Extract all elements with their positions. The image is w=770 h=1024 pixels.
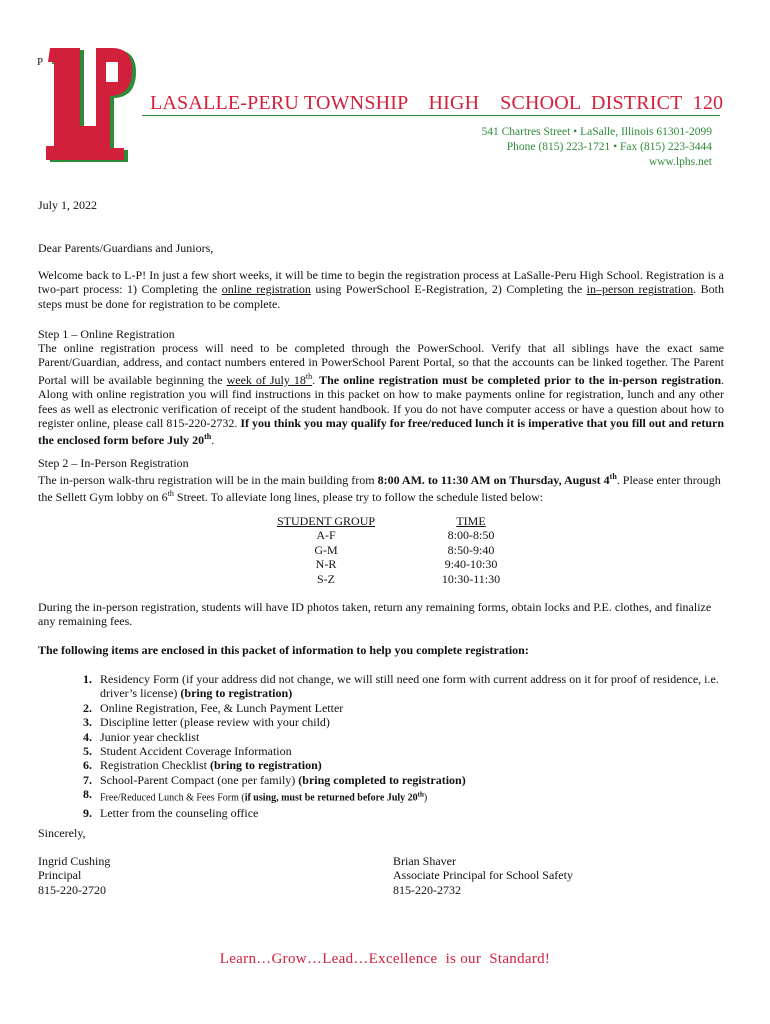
online-registration-underline: online registration: [221, 282, 311, 297]
signatory-name: Brian Shaver: [393, 854, 456, 868]
lp-logo: [44, 48, 136, 164]
time-header: TIME: [456, 514, 486, 528]
corner-mark: P: [37, 56, 44, 68]
student-group-header: STUDENT GROUP: [276, 514, 376, 528]
signatory-phone: 815-220-2720: [38, 882, 106, 897]
address-line: 541 Chartres Street • LaSalle, Illinois 61301-2099: [481, 126, 712, 138]
signature-associate-principal: [393, 854, 573, 897]
list-item: 8. Free/Reduced Lunch & Fees Form (if using, must be returned before July 20th): [83, 787, 428, 804]
list-item: 5. Student Accident Coverage Information: [83, 744, 292, 759]
schedule-group-column: [268, 514, 384, 586]
phone-fax: Phone (815) 223-1721 • Fax (815) 223-3444: [506, 141, 712, 153]
closing: Sincerely,: [38, 826, 86, 840]
signatory-title: Associate Principal for School Safety: [393, 868, 573, 883]
list-item: 2. Online Registration, Fee, & Lunch Payment Letter: [83, 700, 344, 715]
list-item: 4. Junior year checklist: [83, 729, 200, 744]
signature-principal: [38, 854, 110, 897]
step1-heading: Step 1 – Online Registration: [38, 327, 175, 341]
schedule-group-cell: G-M: [314, 542, 338, 557]
logo-text: LP: [90, 120, 92, 121]
district-title: LASALLE-PERU TOWNSHIP HIGH SCHOOL DISTRICT 120: [150, 92, 724, 114]
title-rule: [142, 115, 720, 116]
website-link[interactable]: www.lphs.net: [648, 156, 712, 168]
step2-paragraph: The in-person walk-thru registration will be in the main building from 8:00 AM. to 11:30 AM on Thursday, August 4th. Please enter through the Sellett Gym lobby on 6th Street. To alleviate long lines, please try to follow the schedule listed below:: [38, 472, 721, 505]
step2-heading: Step 2 – In-Person Registration: [38, 456, 189, 470]
in-person-registration-underline: in–person registration: [586, 282, 694, 297]
schedule-group-cell: N-R: [315, 557, 337, 572]
schedule-group-cell: S-Z: [317, 571, 335, 586]
during-paragraph: During the in-person registration, students will have ID photos taken, return any remaining forms, obtain locks and P.E. clothes, and finalize any remaining fees.: [38, 600, 712, 629]
salutation: Dear Parents/Guardians and Juniors,: [38, 241, 214, 255]
schedule-time-cell: 9:40-10:30: [444, 557, 498, 572]
list-item: 7. School-Parent Compact (one per family) (bring completed to registration): [83, 772, 466, 787]
signatory-title: Principal: [38, 868, 82, 883]
step1-paragraph: The online registration process will need to be completed through the PowerSchool. Verify that all siblings have the exact same Parent/Guardian, address, and contact numbers entered in PowerSchool Parent Portal, so that the accounts can be linked together. The Parent Portal will be available beginning the week of July 18th. The online registration must be completed prior to the in-person registration. Along with online registration you will find instructions in this packet on how to make payments online for registration, lunch and any other fees as well as electronic verification of receipt of the student handbook. If you do not have computer access or have a question about how to register online, please call 815-220-2732. If you think you may qualify for free/reduced lunch it is imperative that you fill out and return the enclosed form before July 20th.: [38, 341, 725, 448]
intro-paragraph: Welcome back to L-P! In just a few short weeks, it will be time to begin the registration process at LaSalle-Peru High School. Registration is a two-part process: 1) Completing the online registration using PowerSchool E-Registration, 2) Completing the in–person registration. Both steps must be done for registration to be complete.: [38, 268, 724, 311]
schedule-time-cell: 10:30-11:30: [441, 571, 501, 586]
schedule-time-column: [440, 514, 502, 586]
signatory-name: Ingrid Cushing: [38, 854, 111, 868]
letter-date: July 1, 2022: [38, 198, 98, 212]
enclosed-heading: The following items are enclosed in this packet of information to help you complete registration:: [38, 643, 529, 657]
schedule-time-cell: 8:50-9:40: [447, 542, 495, 557]
enclosed-items-list: [68, 672, 728, 820]
list-item: 3. Discipline letter (please review with your child): [83, 715, 330, 730]
signatory-phone: 815-220-2732: [393, 882, 461, 897]
schedule-group-cell: A-F: [316, 528, 336, 543]
footer-motto: Learn…Grow…Lead…Excellence is our Standard!: [219, 951, 551, 967]
list-item: 6. Registration Checklist (bring to registration): [83, 758, 322, 773]
list-item: 9. Letter from the counseling office: [83, 805, 259, 820]
schedule-time-cell: 8:00-8:50: [447, 528, 495, 543]
list-item: 1. Residency Form (if your address did not change, we will still need one form with current address on it for proof of residence, i.e. driver’s license) (bring to registration): [83, 672, 719, 701]
